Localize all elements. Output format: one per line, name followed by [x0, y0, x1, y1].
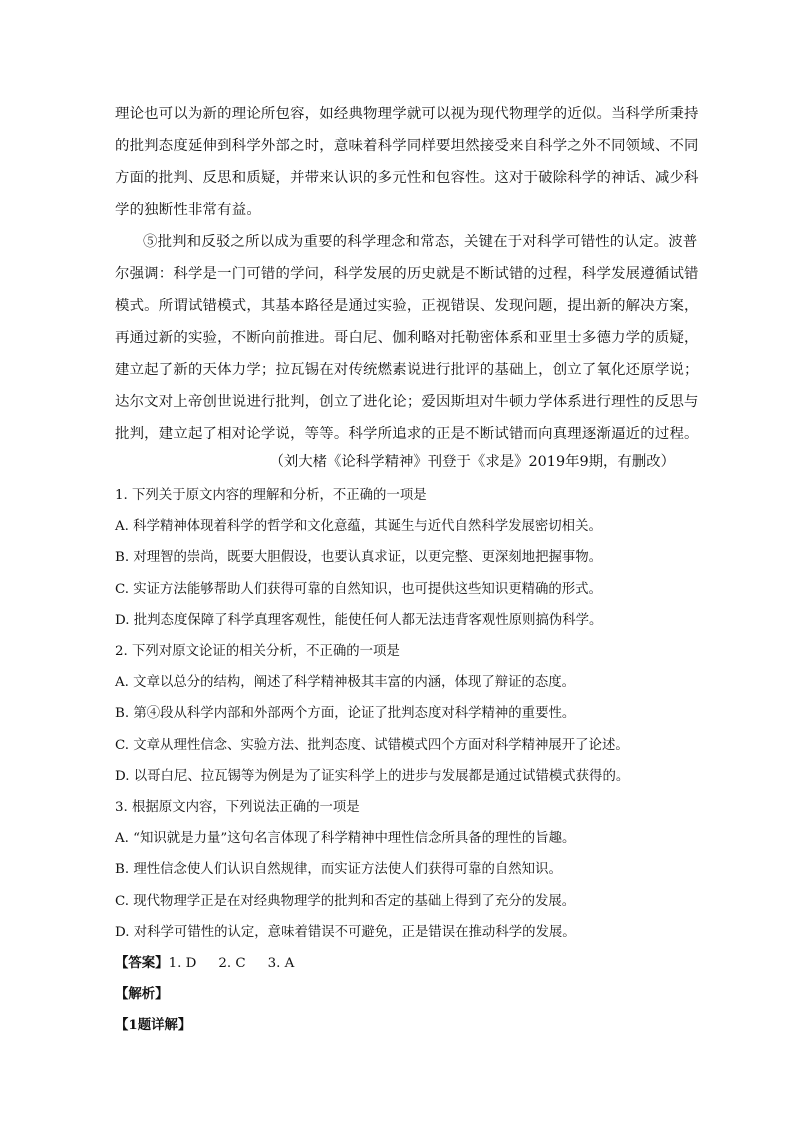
passage-line: 批判，建立起了相对论学说，等等。科学所追求的正是不断试错而向真理逐渐逼近的过程。 — [115, 426, 699, 442]
question-stem: 1. 下列关于原文内容的理解和分析，不正确的一项是 — [115, 488, 427, 503]
passage-line: 建立起了新的天体力学；拉瓦锡在对传统燃素说进行批评的基础上，创立了氧化还原学说； — [115, 362, 699, 378]
question-option: D. 以哥白尼、拉瓦锡等为例是为了证实科学上的进步与发展都是通过试错模式获得的。 — [115, 768, 630, 784]
question-block — [115, 480, 675, 948]
passage-line: 再通过新的实验，不断向前推进。哥白尼、伽利略对托勒密体系和亚里士多德力学的质疑， — [115, 330, 699, 346]
question-option: B. 第④段从科学内部和外部两个方面，论证了批判态度对科学精神的重要性。 — [115, 706, 576, 722]
passage-paragraph-continued — [115, 98, 699, 226]
question-option: D. 对科学可错性的认定，意味着错误不可避免，正是错误在推动科学的发展。 — [115, 924, 576, 940]
passage-line: 理论也可以为新的理论所包容，如经典物理学就可以视为现代物理学的近似。当科学所秉持 — [115, 106, 699, 122]
passage-paragraph-5 — [115, 226, 699, 450]
passage-line: ⑤批判和反驳之所以成为重要的科学理念和常态，关键在于对科学可错性的认定。波普 — [143, 234, 698, 250]
answer-line — [115, 948, 675, 979]
question-option: C. 现代物理学正是在对经典物理学的批判和否定的基础上得到了充分的发展。 — [115, 893, 576, 909]
source-citation: （刘大楮《论科学精神》刊登于《求是》2019年9期，有删改） — [269, 454, 675, 470]
answer-item: 3. A — [267, 956, 295, 972]
question-option: C. 文章从理性信念、实验方法、批判态度、试错模式四个方面对科学精神展开了论述。 — [115, 737, 629, 753]
passage-line: 的批判态度延伸到科学外部之时，意味着科学同样要坦然接受来自科学之外不同领域、不同 — [115, 138, 699, 154]
question-stem: 3. 根据原文内容，下列说法正确的一项是 — [115, 800, 360, 816]
question-option: B. 对理智的崇尚，既要大胆假设，也要认真求证，以更完整、更深刻地把握事物。 — [115, 550, 603, 566]
passage-line: 模式。所谓试错模式，其基本路径是通过实验，正视错误、发现问题，提出新的解决方案， — [115, 298, 699, 314]
document-content — [115, 98, 699, 1041]
question-option: A. 文章以总分的结构，阐述了科学精神极其丰富的内涵，体现了辩证的态度。 — [115, 675, 576, 691]
question-option: D. 批判态度保障了科学真理客观性，能使任何人都无法违背客观性原则搞伪科学。 — [115, 612, 603, 628]
detail-label: 【1题详解】 — [115, 1017, 192, 1034]
question-option: A. “知识就是力量”这句名言体现了科学精神中理性信念所具备的理性的旨趣。 — [115, 831, 576, 847]
question-option: B. 理性信念使人们认识自然规律，而实证方法使人们获得可靠的自然知识。 — [115, 862, 562, 878]
answer-label: 【答案】 — [115, 955, 169, 972]
question-stem: 2. 下列对原文论证的相关分析，不正确的一项是 — [115, 644, 400, 660]
question-option: A. 科学精神体现着科学的哲学和文化意蕴，其诞生与近代自然科学发展密切相关。 — [115, 519, 602, 535]
answer-item: 1. D — [168, 956, 197, 972]
analysis-label: 【解析】 — [115, 986, 169, 1003]
passage-line: 达尔文对上帝创世说进行批判，创立了进化论；爱因斯坦对牛顿力学体系进行理性的反思与 — [115, 394, 699, 410]
passage-line: 方面的批判、反思和质疑，并带来认识的多元性和包容性。这对于破除科学的神话、减少科 — [115, 170, 699, 186]
passage-line: 尔强调：科学是一门可错的学问，科学发展的历史就是不断试错的过程，科学发展遵循试错 — [115, 266, 699, 282]
passage-line: 学的独断性非常有益。 — [115, 202, 261, 218]
question-option: C. 实证方法能够帮助人们获得可靠的自然知识，也可提供这些知识更精确的形式。 — [115, 581, 602, 597]
answer-item: 2. C — [218, 956, 246, 972]
